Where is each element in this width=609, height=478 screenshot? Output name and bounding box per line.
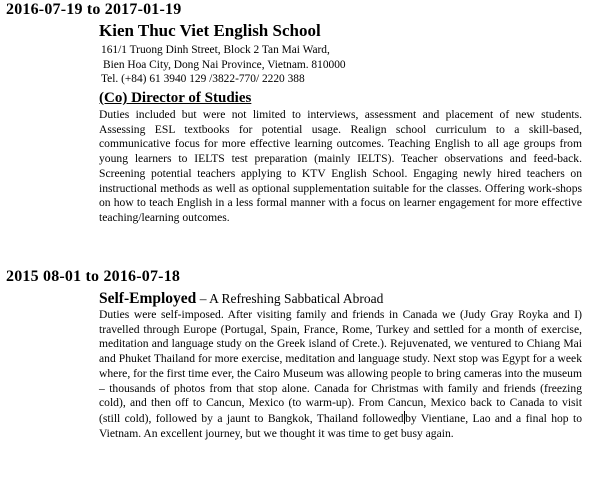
organization-heading [99, 289, 383, 309]
address-line: Bien Hoa City, Dong Nai Province, Vietnam. 810000 [103, 58, 346, 71]
organization-name: Self-Employed [99, 290, 197, 307]
entry-date: 2015 08-01 to 2016-07-18 [6, 268, 181, 285]
description-text: by Vientiane, Lao and a final hop to Vietnam. An excellent journey, but we thought it was time to get busy again. [99, 411, 582, 440]
job-description [99, 308, 582, 441]
job-description: Duties included but were not limited to interviews, assessment and placement of new students. Assessing ESL textbooks for potential usage. Realign school curriculum to a skill-based, communicative focus for more effective learning outcomes. Teaching English to all age groups from young learners to IELTS test preparation (mainly IELTS). Teacher observations and feed-back. Screening potential teachers applying to KTV English School. Engaging newly hired teachers on instructional methods as well as optional supplementation suitable for the classes. Offering work-shops on how to teach English in a less formal manner with a focus on learner engagement for more effective teaching/learning outcomes. [99, 108, 582, 224]
address-line: 161/1 Truong Dinh Street, Block 2 Tan Mai Ward, [101, 44, 330, 56]
description-text: Duties were self-imposed. After visiting family and friends in Canada we (Judy Gray Royka and I) travelled through Europe (Portugal, Spain, France, Rome, Turkey and settled for a month of exercise, meditation and language study on the Greek island of Crete.). Rejuvenated, we ventured to Chiang Mai and Phuket Thailand for more exercise, meditation and language study. Next stop was Egypt for a week where, for the first time ever, the Cairo Museum was allowing people to bring cameras into the museum – thousands of photos from that stop alone. Canada for Christmas with family and friends (freezing cold), and then off to Cancun, Mexico (to warm-up). From Cancun, Mexico back to Canada to visit (still cold), followed by a jaunt to Bangkok, Thailand followed [99, 308, 582, 425]
address-line: Tel. (+84) 61 3940 129 /3822-770/ 2220 388 [101, 73, 305, 85]
organization-name: Kien Thuc Viet English School [99, 21, 321, 40]
job-title: (Co) Director of Studies [99, 90, 252, 106]
entry-date: 2016-07-19 to 2017-01-19 [6, 1, 182, 18]
organization-subtitle: – A Refreshing Sabbatical Abroad [196, 291, 384, 306]
